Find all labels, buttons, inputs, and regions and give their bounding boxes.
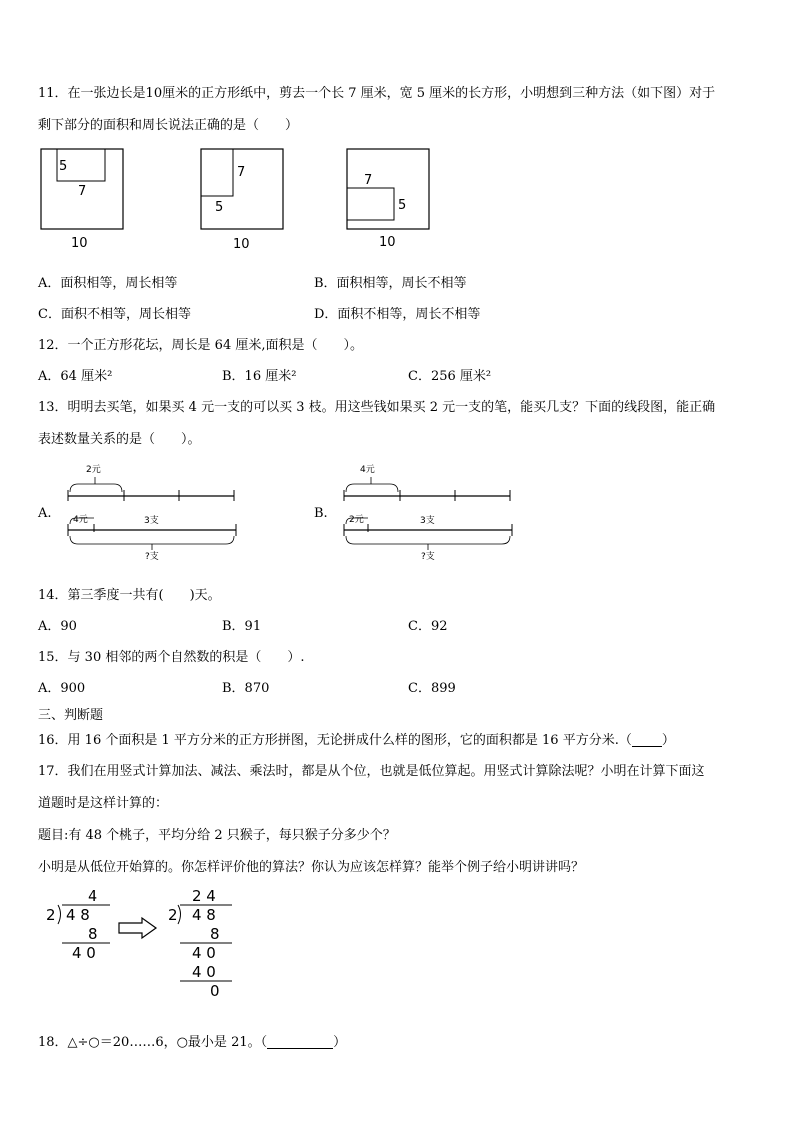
q13-stem-line2: 表述数量关系的是（ ）。 bbox=[38, 432, 201, 447]
fig2-label-a: 7 bbox=[237, 165, 246, 180]
right-step2: 4 0 bbox=[192, 944, 216, 962]
q11-option-b[interactable]: B．面积相等，周长不相等 bbox=[314, 276, 467, 291]
right-step1: 8 bbox=[210, 925, 220, 943]
fig2-label-side: 10 bbox=[233, 237, 250, 252]
q13a-bottom-label: ?支 bbox=[145, 552, 159, 562]
q16-answer-blank[interactable] bbox=[632, 732, 662, 747]
q17-left-division bbox=[44, 884, 124, 964]
q13b-bottom-label: ?支 bbox=[421, 552, 435, 562]
q13a-bottom-small: 4元 bbox=[73, 515, 88, 525]
left-step1: 8 bbox=[88, 925, 98, 943]
fig2-label-b: 5 bbox=[215, 200, 224, 215]
q11-figure-2 bbox=[200, 148, 290, 253]
q14-stem: 14．第三季度一共有( )天。 bbox=[38, 588, 221, 603]
left-quotient: 4 bbox=[88, 887, 98, 905]
q15-option-c[interactable]: C．899 bbox=[408, 681, 456, 696]
q18-answer-blank[interactable] bbox=[267, 1034, 333, 1049]
right-divisor: 2 bbox=[168, 906, 178, 924]
q12-stem: 12．一个正方形花坛，周长是 64 厘米,面积是（ ）。 bbox=[38, 338, 363, 353]
q15-stem: 15．与 30 相邻的两个自然数的积是（ ）. bbox=[38, 650, 305, 665]
right-step3: 4 0 bbox=[192, 963, 216, 981]
fig3-label-a: 7 bbox=[364, 173, 373, 188]
q16-stem: 16．用 16 个面积是 1 平方分米的正方形拼图，无论拼成什么样的图形，它的面积都是 16 平方分米.（ ） bbox=[38, 733, 675, 748]
q17-stem-line1: 17．我们在用竖式计算加法、减法、乘法时，都是从个位，也就是低位算起。用竖式计算除法呢？小明在计算下面这 bbox=[38, 764, 705, 779]
section-heading-judgement: 三、判断题 bbox=[38, 708, 104, 723]
q13a-mid: 3支 bbox=[144, 516, 159, 526]
q13-stem-line1: 13．明明去买笔，如果买 4 元一支的可以买 3 枝。用这些钱如果买 2 元一支的笔，能买几支？下面的线段图，能正确 bbox=[38, 400, 716, 415]
q12-option-b[interactable]: B．16 厘米² bbox=[222, 369, 297, 384]
fig3-label-b: 5 bbox=[398, 198, 407, 213]
fig1-label-a: 5 bbox=[59, 159, 68, 174]
fig1-label-side: 10 bbox=[71, 236, 88, 251]
q12-option-a[interactable]: A．64 厘米² bbox=[38, 369, 113, 384]
right-quotient: 2 4 bbox=[192, 887, 216, 905]
q17-stem-line2: 道题时是这样计算的： bbox=[38, 796, 169, 811]
q12-option-c[interactable]: C．256 厘米² bbox=[408, 369, 492, 384]
left-remainder: 4 0 bbox=[72, 944, 96, 962]
q17-right-division bbox=[166, 884, 246, 1004]
left-divisor: 2 bbox=[46, 906, 56, 924]
q11-stem-line2: 剩下部分的面积和周长说法正确的是（ ） bbox=[38, 118, 299, 133]
q11-option-c[interactable]: C．面积不相等，周长相等 bbox=[38, 307, 191, 322]
left-dividend: 4 8 bbox=[66, 906, 90, 924]
q13b-mid: 3支 bbox=[420, 516, 435, 526]
q17-stem-line3: 题目:有 48 个桃子，平均分给 2 只猴子，每只猴子分多少个？ bbox=[38, 828, 396, 843]
fig1-label-b: 7 bbox=[78, 184, 87, 199]
q11-option-d[interactable]: D．面积不相等，周长不相等 bbox=[314, 307, 481, 322]
fig3-label-side: 10 bbox=[379, 235, 396, 250]
q18-stem: 18．△÷○＝20……6，○最小是 21。（ ） bbox=[38, 1035, 347, 1050]
q17-stem-line4: 小明是从低位开始算的。你怎样评价他的算法？你认为应该怎样算？能举个例子给小明讲讲吗？ bbox=[38, 860, 585, 875]
right-dividend: 4 8 bbox=[192, 906, 216, 924]
q13-option-a-letter[interactable]: A. bbox=[38, 506, 52, 521]
right-remainder: 0 bbox=[210, 982, 220, 1000]
q13b-bottom-small: 2元 bbox=[349, 515, 364, 525]
q11-figure-1 bbox=[40, 148, 130, 253]
q14-option-c[interactable]: C．92 bbox=[408, 619, 448, 634]
q11-figure-3 bbox=[346, 148, 436, 253]
q13a-top-label: 2元 bbox=[86, 465, 101, 475]
q11-stem-line1: 11．在一张边长是10厘米的正方形纸中，剪去一个长 7 厘米，宽 5 厘米的长方形，小明想到三种方法（如下图）对于 bbox=[38, 86, 716, 101]
q13-option-a-diagram bbox=[66, 460, 241, 565]
arrow-icon bbox=[118, 917, 158, 939]
q15-option-b[interactable]: B．870 bbox=[222, 681, 270, 696]
q13b-top-label: 4元 bbox=[360, 465, 375, 475]
q13-option-b-letter[interactable]: B. bbox=[314, 506, 328, 521]
q13-option-b-diagram bbox=[342, 460, 517, 565]
q14-option-b[interactable]: B．91 bbox=[222, 619, 262, 634]
q15-option-a[interactable]: A．900 bbox=[38, 681, 86, 696]
q11-option-a[interactable]: A．面积相等，周长相等 bbox=[38, 276, 178, 291]
q14-option-a[interactable]: A．90 bbox=[38, 619, 77, 634]
